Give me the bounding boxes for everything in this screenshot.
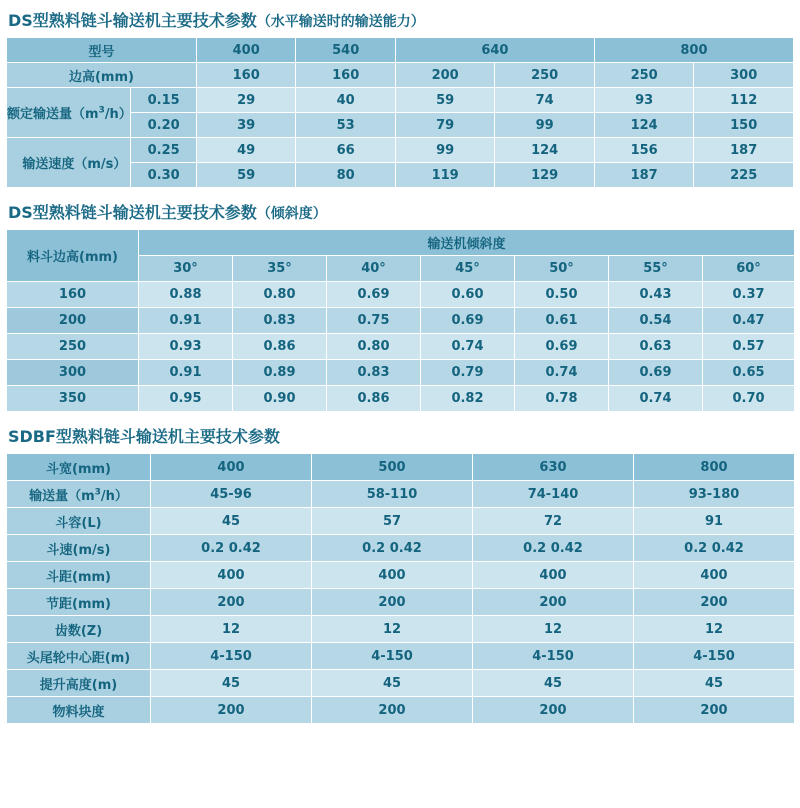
table-row	[7, 63, 794, 88]
cell-r1c2: 79	[395, 113, 494, 138]
cell-t3-r6c1: 12	[312, 616, 473, 643]
table-row	[7, 589, 795, 616]
cell-height-4: 250	[495, 63, 595, 88]
cell-r3c0: 59	[196, 163, 295, 188]
cell-r1c1: 53	[296, 113, 395, 138]
cell-angle-50: 50°	[515, 256, 609, 282]
cell-t2-r3c5: 0.69	[609, 360, 703, 386]
cell-t2-r2c2: 0.80	[327, 334, 421, 360]
cell-t3-r9c2: 200	[473, 697, 634, 724]
label-conveying-speed-text: 输送速度（m/s）	[22, 157, 127, 172]
cell-r3c5: 225	[694, 163, 794, 188]
section-title-3	[8, 424, 794, 447]
cell-t3-r9c3: 200	[634, 697, 795, 724]
cell-t3-r9c0: 200	[151, 697, 312, 724]
cell-t2-r2c6: 0.57	[703, 334, 795, 360]
cell-t2-r0c6: 0.37	[703, 282, 795, 308]
cell-t2-r3c1: 0.89	[233, 360, 327, 386]
cell-r0c5: 112	[694, 88, 794, 113]
cell-t2-r2c4: 0.69	[515, 334, 609, 360]
table-row	[7, 454, 795, 481]
cell-angle-55: 55°	[609, 256, 703, 282]
cell-model-800: 800	[594, 38, 793, 63]
section-title-1-main: DS型熟料链斗输送机主要技术参数	[8, 11, 257, 30]
table-row	[7, 38, 794, 63]
section-title-2	[8, 200, 794, 223]
cell-t3-r2c1: 57	[312, 508, 473, 535]
cell-t2-r2c1: 0.86	[233, 334, 327, 360]
cell-t3-r1c2: 74-140	[473, 481, 634, 508]
table-row	[7, 697, 795, 724]
cell-r2c3: 124	[495, 138, 595, 163]
cell-height-6: 300	[694, 63, 794, 88]
cell-t3-r0c2: 630	[473, 454, 634, 481]
cell-r0c4: 93	[594, 88, 693, 113]
cell-angle-30: 30°	[139, 256, 233, 282]
cell-t3-r0c1: 500	[312, 454, 473, 481]
cell-r1c3: 99	[495, 113, 595, 138]
cell-hopper-height-label: 料斗边高(mm)	[7, 230, 139, 282]
cell-rated-capacity-label	[7, 88, 131, 138]
cell-height-label: 边高(mm)	[7, 63, 197, 88]
cell-t3-r1c3: 93-180	[634, 481, 795, 508]
table-row	[7, 481, 795, 508]
table-row	[7, 282, 795, 308]
cell-model-540: 540	[296, 38, 395, 63]
cell-t3-label-0: 斗宽(mm)	[7, 454, 151, 481]
cell-t2-r4c1: 0.90	[233, 386, 327, 412]
cell-r2c5: 187	[694, 138, 794, 163]
cell-t3-r3c2: 0.2 0.42	[473, 535, 634, 562]
cell-angle-45: 45°	[421, 256, 515, 282]
cell-t2-r1c5: 0.54	[609, 308, 703, 334]
cell-t2-r2c3: 0.74	[421, 334, 515, 360]
cell-t3-r9c1: 200	[312, 697, 473, 724]
cell-r3c1: 80	[296, 163, 395, 188]
cell-t2-r4c3: 0.82	[421, 386, 515, 412]
cell-t2-h-4: 350	[7, 386, 139, 412]
cell-t2-r1c3: 0.69	[421, 308, 515, 334]
cell-height-5: 250	[594, 63, 693, 88]
cell-t3-r4c1: 400	[312, 562, 473, 589]
section-title-1	[8, 8, 794, 31]
cell-t3-r3c0: 0.2 0.42	[151, 535, 312, 562]
cell-t3-r2c0: 45	[151, 508, 312, 535]
cell-r2c1: 66	[296, 138, 395, 163]
cell-t3-r4c3: 400	[634, 562, 795, 589]
cell-t3-label-5: 节距(mm)	[7, 589, 151, 616]
cell-t2-r0c0: 0.88	[139, 282, 233, 308]
cell-t2-r4c6: 0.70	[703, 386, 795, 412]
table-row	[7, 670, 795, 697]
cell-t2-r4c2: 0.86	[327, 386, 421, 412]
cell-t3-r8c0: 45	[151, 670, 312, 697]
cell-r0c0: 29	[196, 88, 295, 113]
cell-angle-40: 40°	[327, 256, 421, 282]
cell-t3-r7c3: 4-150	[634, 643, 795, 670]
cell-t3-r7c0: 4-150	[151, 643, 312, 670]
cell-t3-r3c3: 0.2 0.42	[634, 535, 795, 562]
cell-t2-h-0: 160	[7, 282, 139, 308]
cell-t2-r0c1: 0.80	[233, 282, 327, 308]
cell-r1c0: 39	[196, 113, 295, 138]
cell-t3-r6c0: 12	[151, 616, 312, 643]
table-horizontal-capacity	[6, 37, 794, 188]
cell-model-640: 640	[395, 38, 594, 63]
cell-t3-r8c1: 45	[312, 670, 473, 697]
cell-t2-r2c5: 0.63	[609, 334, 703, 360]
cell-t3-r3c1: 0.2 0.42	[312, 535, 473, 562]
label-throughput-text: 输送量$(m^3/h)$	[29, 487, 128, 504]
cell-t2-h-3: 300	[7, 360, 139, 386]
cell-t3-r4c0: 400	[151, 562, 312, 589]
cell-t2-r4c4: 0.78	[515, 386, 609, 412]
cell-t3-r7c2: 4-150	[473, 643, 634, 670]
cell-t2-r3c0: 0.91	[139, 360, 233, 386]
table-row	[7, 308, 795, 334]
table-incline-factor	[6, 229, 795, 412]
cell-t2-h-1: 200	[7, 308, 139, 334]
table-row	[7, 535, 795, 562]
cell-t3-r5c2: 200	[473, 589, 634, 616]
cell-speed-3: 0.30	[131, 163, 197, 188]
section-title-2-sub: （倾斜度）	[256, 206, 327, 222]
cell-t2-h-2: 250	[7, 334, 139, 360]
cell-t3-r4c2: 400	[473, 562, 634, 589]
cell-r3c3: 129	[495, 163, 595, 188]
cell-r0c2: 59	[395, 88, 494, 113]
cell-t3-r8c2: 45	[473, 670, 634, 697]
cell-t2-r1c1: 0.83	[233, 308, 327, 334]
cell-t2-r1c2: 0.75	[327, 308, 421, 334]
table-row	[7, 643, 795, 670]
cell-t3-r1c0: 45-96	[151, 481, 312, 508]
cell-speed-2: 0.25	[131, 138, 197, 163]
cell-t2-r0c2: 0.69	[327, 282, 421, 308]
cell-height-3: 200	[395, 63, 494, 88]
cell-t3-r0c3: 800	[634, 454, 795, 481]
table-row	[7, 386, 795, 412]
cell-t2-r3c6: 0.65	[703, 360, 795, 386]
cell-t3-r1c1: 58-110	[312, 481, 473, 508]
cell-speed-1: 0.20	[131, 113, 197, 138]
cell-t2-r1c4: 0.61	[515, 308, 609, 334]
cell-t3-label-8: 提升高度(m)	[7, 670, 151, 697]
cell-t3-r6c2: 12	[473, 616, 634, 643]
cell-t3-label-4: 斗距(mm)	[7, 562, 151, 589]
table-row	[7, 138, 794, 163]
cell-t2-r1c0: 0.91	[139, 308, 233, 334]
cell-t2-r3c4: 0.74	[515, 360, 609, 386]
cell-t3-label-3: 斗速(m/s)	[7, 535, 151, 562]
cell-t2-r0c5: 0.43	[609, 282, 703, 308]
cell-r2c2: 99	[395, 138, 494, 163]
cell-t2-r4c0: 0.95	[139, 386, 233, 412]
table-sdbf-parameters	[6, 453, 795, 724]
table-row	[7, 616, 795, 643]
cell-r3c2: 119	[395, 163, 494, 188]
cell-t3-r5c3: 200	[634, 589, 795, 616]
cell-t3-r2c2: 72	[473, 508, 634, 535]
cell-t2-r0c4: 0.50	[515, 282, 609, 308]
cell-r3c4: 187	[594, 163, 693, 188]
cell-t3-label-9: 物料块度	[7, 697, 151, 724]
cell-t2-r0c3: 0.60	[421, 282, 515, 308]
cell-r2c0: 49	[196, 138, 295, 163]
cell-t3-r0c0: 400	[151, 454, 312, 481]
cell-speed-0: 0.15	[131, 88, 197, 113]
cell-t2-r2c0: 0.93	[139, 334, 233, 360]
cell-r1c4: 124	[594, 113, 693, 138]
document-page	[0, 8, 800, 808]
table-row	[7, 88, 794, 113]
cell-t3-label-6: 齿数(Z)	[7, 616, 151, 643]
cell-model-label: 型号	[7, 38, 197, 63]
section-title-3-main: SDBF型熟料链斗输送机主要技术参数	[8, 427, 280, 446]
table-row	[7, 334, 795, 360]
cell-t2-r3c2: 0.83	[327, 360, 421, 386]
cell-model-400: 400	[196, 38, 295, 63]
cell-t3-label-1	[7, 481, 151, 508]
cell-t3-r6c3: 12	[634, 616, 795, 643]
cell-t3-label-7: 头尾轮中心距(m)	[7, 643, 151, 670]
cell-t3-r2c3: 91	[634, 508, 795, 535]
cell-incline-group-header: 输送机倾斜度	[139, 230, 795, 256]
cell-t3-r5c1: 200	[312, 589, 473, 616]
section-title-2-main: DS型熟料链斗输送机主要技术参数	[8, 203, 257, 222]
cell-height-2: 160	[296, 63, 395, 88]
cell-t3-r7c1: 4-150	[312, 643, 473, 670]
cell-t2-r4c5: 0.74	[609, 386, 703, 412]
table-row	[7, 230, 795, 256]
cell-angle-35: 35°	[233, 256, 327, 282]
table-row	[7, 562, 795, 589]
cell-t3-label-2: 斗容(L)	[7, 508, 151, 535]
cell-r2c4: 156	[594, 138, 693, 163]
cell-t3-r5c0: 200	[151, 589, 312, 616]
cell-height-1: 160	[196, 63, 295, 88]
table-row	[7, 508, 795, 535]
cell-t2-r3c3: 0.79	[421, 360, 515, 386]
cell-r0c1: 40	[296, 88, 395, 113]
cell-r0c3: 74	[495, 88, 595, 113]
label-rated-capacity-text: 额定输送量$(m^3/h)$	[7, 105, 132, 122]
cell-angle-60: 60°	[703, 256, 795, 282]
cell-conveying-speed-label	[7, 138, 131, 188]
section-title-1-sub: （水平输送时的输送能力）	[256, 14, 425, 30]
cell-t2-r1c6: 0.47	[703, 308, 795, 334]
table-row	[7, 360, 795, 386]
cell-t3-r8c3: 45	[634, 670, 795, 697]
cell-r1c5: 150	[694, 113, 794, 138]
